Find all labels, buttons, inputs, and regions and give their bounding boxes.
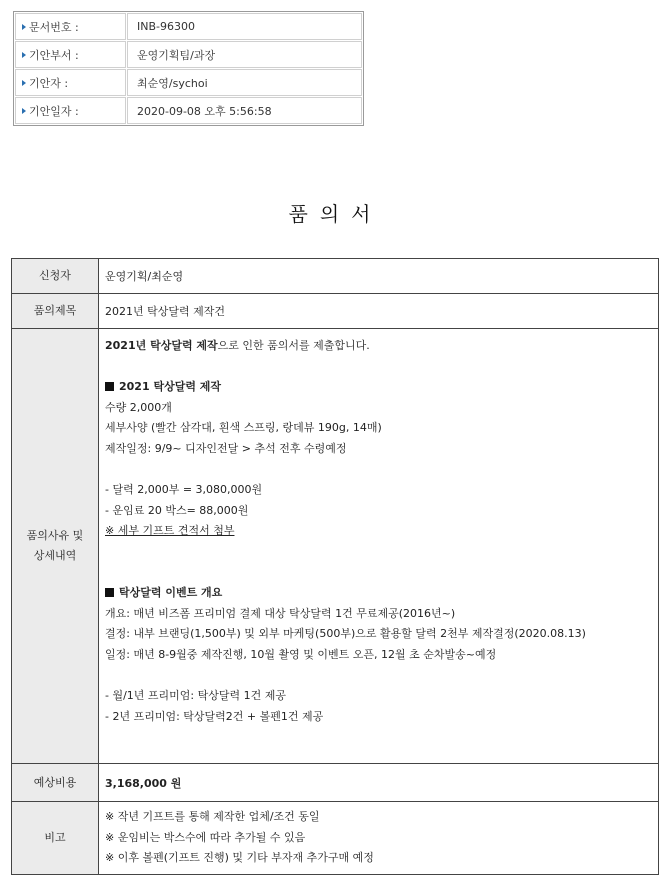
detail-label — [12, 329, 99, 764]
info-label-cell — [15, 41, 126, 68]
spacer — [105, 460, 658, 481]
black-square-icon — [105, 382, 114, 391]
draft-date-value: 2020-09-08 오후 5:56:58 — [127, 97, 362, 124]
department-label: 기안부서 : — [29, 48, 79, 62]
intro-bold-text: 2021년 탁상달력 제작 — [105, 339, 218, 352]
applicant-label: 신청자 — [12, 259, 99, 294]
info-label-cell — [15, 97, 126, 124]
info-row-draft-date — [15, 97, 362, 124]
applicant-value: 운영기획/최순영 — [99, 259, 659, 294]
premium-line: - 2년 프리미엄: 탁상달력2건 + 볼펜1건 제공 — [105, 709, 324, 723]
section1-line: 제작일정: 9/9~ 디자인전달 > 추석 전후 수령예정 — [105, 441, 347, 455]
spacer — [105, 563, 658, 584]
info-row-doc-number — [15, 13, 362, 40]
section1-line: 수량 2,000개 — [105, 400, 172, 414]
note-label: 비고 — [12, 802, 99, 875]
document-info-table — [13, 11, 364, 126]
subject-row — [12, 294, 659, 329]
intro-line — [105, 336, 658, 357]
doc-number-label: 문서번호 : — [29, 20, 79, 34]
subject-value: 2021년 탁상달력 제작건 — [99, 294, 659, 329]
doc-number-value: INB-96300 — [127, 13, 362, 40]
info-label-cell — [15, 13, 126, 40]
triangle-bullet-icon — [22, 108, 26, 114]
info-row-department — [15, 41, 362, 68]
note-line: ※ 이후 볼펜(기프트 진행) 및 기타 부자재 추가구매 예정 — [105, 851, 374, 865]
section1-heading — [105, 377, 658, 398]
document-title: 품의서 — [288, 202, 383, 226]
section2-line: 일정: 매년 8-9월중 제작진행, 10월 촬영 및 이벤트 오픈, 12월 초 순차발송~예정 — [105, 647, 497, 661]
triangle-bullet-icon — [22, 52, 26, 58]
note-row — [12, 802, 659, 875]
section2-heading — [105, 583, 658, 604]
drafter-value: 최순영/sychoi — [127, 69, 362, 96]
section1-line: 세부사양 (빨간 삼각대, 흰색 스프링, 랑데뷰 190g, 14매) — [105, 421, 382, 435]
info-label-cell — [15, 69, 126, 96]
cost-line: - 달력 2,000부 = 3,080,000원 — [105, 483, 263, 497]
cost-line: - 운임료 20 박스= 88,000원 — [105, 503, 249, 517]
cost-value: 3,168,000 원 — [99, 764, 659, 802]
draft-date-label: 기안일자 : — [29, 104, 79, 118]
detail-row — [12, 329, 659, 764]
approval-form-table — [11, 258, 659, 875]
black-square-icon — [105, 588, 114, 597]
detail-content — [99, 329, 659, 764]
department-value: 운영기획팀/과장 — [127, 41, 362, 68]
info-row-drafter — [15, 69, 362, 96]
section2-line: 개요: 매년 비즈폼 프리미엄 결제 대상 탁상달력 1건 무료제공(2016년~) — [105, 606, 456, 620]
drafter-label: 기안자 : — [29, 76, 69, 90]
intro-rest-text: 으로 인한 품의서를 제출합니다. — [217, 339, 370, 352]
note-line: ※ 운임비는 박스수에 따라 추가될 수 있음 — [105, 830, 306, 844]
section1-title: 2021 탁상달력 제작 — [119, 380, 222, 394]
detail-label-line2: 상세내역 — [33, 549, 77, 562]
spacer — [105, 542, 658, 563]
subject-label: 품의제목 — [12, 294, 99, 329]
cost-label: 예상비용 — [12, 764, 99, 802]
attachment-note-line — [105, 521, 658, 542]
section2-title: 탁상달력 이벤트 개요 — [119, 586, 223, 600]
triangle-bullet-icon — [22, 24, 26, 30]
spacer — [105, 357, 658, 378]
cost-row — [12, 764, 659, 802]
premium-line: - 월/1년 프리미엄: 탁상달력 1건 제공 — [105, 689, 286, 703]
triangle-bullet-icon — [22, 80, 26, 86]
note-content — [99, 802, 659, 875]
applicant-row — [12, 259, 659, 294]
section2-line: 결정: 내부 브랜딩(1,500부) 및 외부 마케팅(500부)으로 활용할 달력 2천부 제작결정(2020.08.13) — [105, 627, 586, 641]
spacer — [105, 666, 658, 687]
note-line: ※ 작년 기프트를 통해 제작한 업체/조건 동일 — [105, 810, 320, 824]
detail-label-line1: 품의사유 및 — [26, 529, 84, 542]
attachment-note: ※ 세부 기프트 견적서 첨부 — [105, 524, 235, 538]
